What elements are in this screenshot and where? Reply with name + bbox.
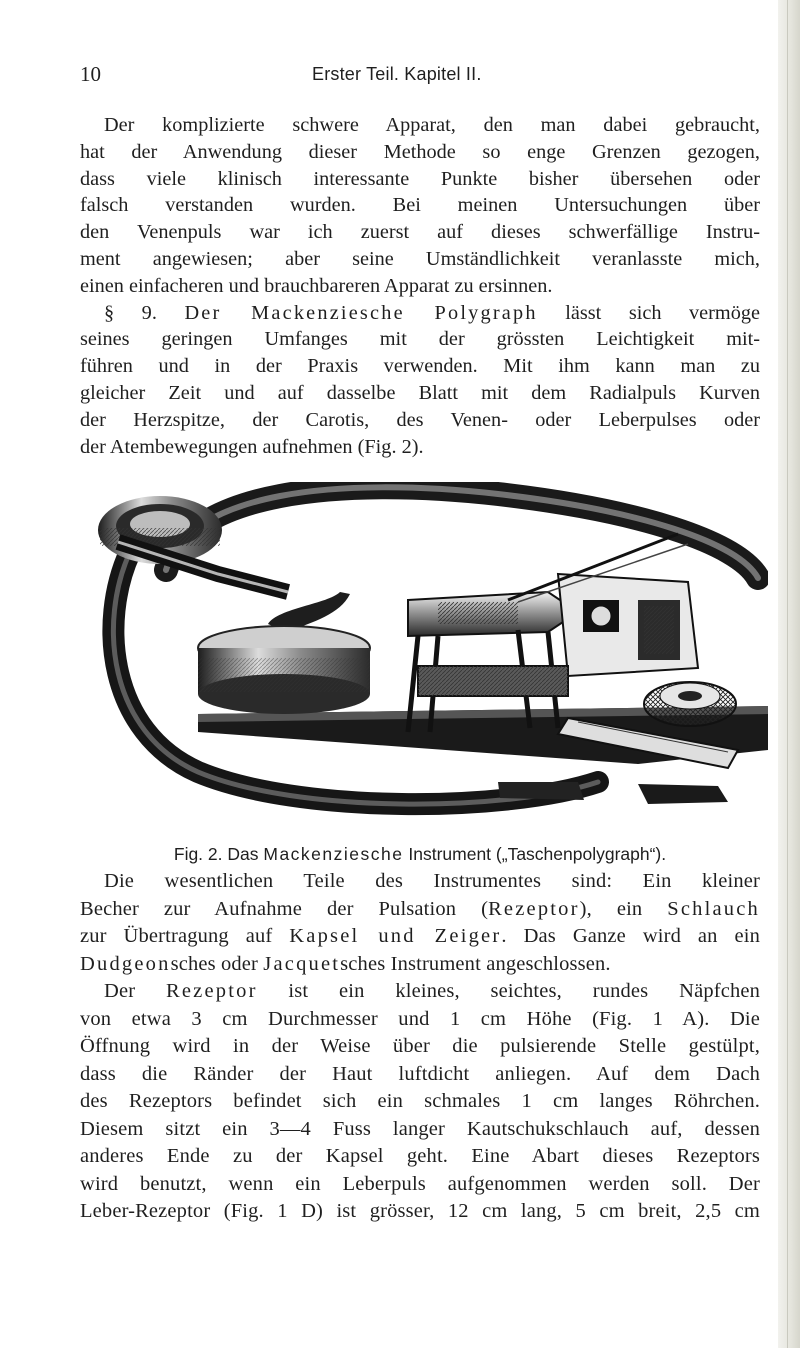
caption-suffix: Instrument („Taschenpolygraph“). <box>408 844 667 864</box>
section-number: § 9. <box>104 301 157 324</box>
text-run: zur Übertragung auf <box>80 925 290 947</box>
text-line: den Venenpuls war ich zuerst auf dieses schwerfällige Instru- <box>80 221 760 244</box>
text-line <box>80 896 760 924</box>
spaced-term-schlauch: Schlauch <box>667 897 761 920</box>
text-run: ), ein <box>579 897 668 920</box>
polygraph-illustration <box>78 482 768 832</box>
section-9-first-line <box>80 300 760 327</box>
text-run: ist ein kleines, seichtes, rundes Näpfchen <box>257 980 760 1002</box>
page-edge-shadow <box>778 0 800 1348</box>
text-line: führen und in der Praxis verwenden. Mit ihm kann man zu <box>80 355 760 378</box>
text-line: anderes Ende zu der Kapsel geht. Eine Abart dieses Rezeptors <box>80 1145 760 1167</box>
text-line: der Herzspitze, der Carotis, des Venen- oder Leberpulses oder <box>80 408 760 431</box>
spaced-term-kapsel: Kapsel und Zeiger <box>289 925 502 947</box>
figure-caption <box>80 844 760 865</box>
text-line: von etwa 3 cm Durchmesser und 1 cm Höhe (Fig. 1 A). Die <box>80 1007 760 1030</box>
text-line: dass die Ränder der Haut luftdicht anliegen. Auf dem Dach <box>80 1062 760 1085</box>
spaced-term-dudgeon: Dudgeon <box>80 952 171 975</box>
text-run: sches Instrument angeschlossen. <box>340 952 611 975</box>
spaced-term-rezeptor: Rezeptor <box>166 980 258 1002</box>
text-line <box>80 978 760 1006</box>
caption-prefix: Fig. 2. Das <box>173 844 259 864</box>
text-line: der Atembewegungen aufnehmen (Fig. 2). <box>80 435 424 458</box>
paragraph-parts <box>80 868 760 1226</box>
text-run: sches oder <box>170 952 264 975</box>
text-line: des Rezeptors befindet sich ein schmales 1 cm langes Röhrchen. <box>80 1090 760 1112</box>
text-line: dass viele klinisch interessante Punkte bisher übersehen oder <box>80 167 760 190</box>
section-line-rest: lässt sich vermöge <box>565 301 760 324</box>
text-line: hat der Anwendung dieser Methode so enge Grenzen gezogen, <box>80 140 760 163</box>
text-line: falsch verstanden wurden. Bei meinen Untersuchungen über <box>80 194 760 217</box>
text-line: Öffnung wird in der Weise über die pulsierende Stelle gestülpt, <box>80 1035 760 1057</box>
running-title: Erster Teil. Kapitel II. <box>312 64 482 84</box>
text-line <box>80 923 760 951</box>
section-term: Der Mackenziesche Polygraph <box>184 301 538 324</box>
running-header <box>80 62 760 92</box>
text-line: Leber-Rezeptor (Fig. 1 D) ist grösser, 12 cm lang, 5 cm breit, 2,5 cm <box>80 1200 760 1222</box>
text-line <box>80 951 760 979</box>
spaced-term-rezeptor: Rezeptor <box>488 897 580 920</box>
caption-spaced-term: Mackenziesche <box>263 844 404 864</box>
text-run: Der <box>104 980 166 1002</box>
text-line: wird benutzt, wenn ein Leberpuls aufgenommen werden soll. Der <box>80 1172 760 1195</box>
text-line: einen einfacheren und brauchbareren Apparat zu ersinnen. <box>80 274 553 297</box>
text-line: Diesem sitzt ein 3—4 Fuss langer Kautschukschlauch auf, dessen <box>80 1117 760 1140</box>
text-line: gleicher Zeit und auf dasselbe Blatt mit dem Radialpuls Kurven <box>80 381 760 404</box>
paragraph-intro <box>80 112 760 460</box>
spaced-term-jacquet: Jacquet <box>263 952 341 975</box>
text-run: . Das Ganze wird an ein <box>501 925 760 947</box>
text-line: ment angewiesen; aber seine Umständlichkeit veranlasste mich, <box>80 247 760 270</box>
text-line: Der komplizierte schwere Apparat, den man dabei gebraucht, <box>104 114 760 136</box>
page-edge-line <box>787 0 788 1348</box>
text-line: Die wesentlichen Teile des Instrumentes sind: Ein kleiner <box>104 870 760 892</box>
text-run: Becher zur Aufnahme der Pulsation ( <box>80 897 489 920</box>
text-line: seines geringen Umfanges mit der grössten Leichtigkeit mit- <box>80 328 760 351</box>
page-number: 10 <box>80 62 101 86</box>
